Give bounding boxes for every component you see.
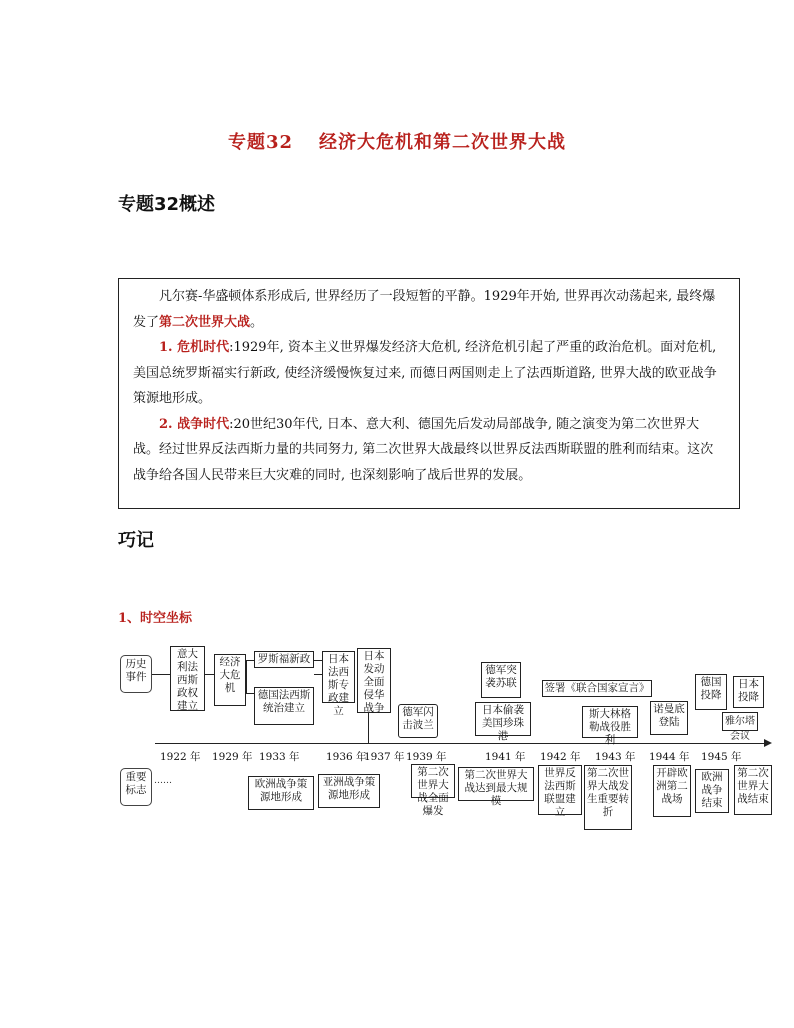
event-soviet-attack: 德军突袭苏联	[481, 662, 521, 698]
timeline-axis	[155, 743, 767, 744]
connector-line	[205, 674, 214, 675]
summary-war: 2. 战争时代:20世纪30年代, 日本、意大利、德国先后发动局部战争, 随之演变为第二次世界大战。经过世界反法西斯力量的共同努力, 第二次世界大战最终以世界反法西斯联盟的胜利而结束。这次战争给各国人民带来巨大灾难的同时, 也深刻影响了战后世界的发展。	[133, 416, 714, 483]
year-label: 1937 年	[364, 751, 405, 763]
title-topic-number: 专题32	[227, 132, 294, 153]
year-label: 1933 年	[259, 751, 300, 763]
event-japan-fascism: 日本法西斯专政建立	[322, 651, 355, 703]
intro-highlight: 第二次世界大战	[159, 314, 251, 330]
signs-label: 重要标志	[120, 768, 152, 806]
connector-line	[246, 693, 254, 694]
event-germany-fascism: 德国法西斯统治建立	[254, 687, 314, 725]
connector-line	[368, 713, 369, 743]
title-topic-name: 经济大危机和第二次世界大战	[319, 132, 567, 153]
war-label: 2. 战争时代	[159, 416, 230, 432]
year-label: 1941 年	[485, 751, 526, 763]
event-japan-invasion: 日本发动全面侵华战争	[357, 648, 391, 713]
event-italy-fascism: 意大利法西斯政权建立	[170, 646, 205, 711]
sign-europe-war-source: 欧洲战争策源地形成	[248, 776, 314, 810]
year-label: 1942 年	[540, 751, 581, 763]
event-japan-surrender: 日本投降	[733, 676, 764, 708]
timeline-arrow-icon	[764, 739, 772, 747]
sign-ww2-max-scale: 第二次世界大战达到最大规模	[458, 767, 534, 801]
event-poland-blitz: 德军闪击波兰	[398, 704, 438, 738]
connector-line	[314, 660, 322, 661]
summary-box	[118, 278, 740, 509]
event-yalta: 雅尔塔会议	[722, 712, 758, 731]
event-un-declaration: 签署《联合国家宣言》	[542, 680, 652, 697]
year-label: 1922 年	[160, 751, 201, 763]
overview-heading: 专题32概述	[118, 194, 216, 215]
connector-line	[314, 674, 322, 675]
year-label: 1944 年	[649, 751, 690, 763]
signs-ellipsis: ……	[154, 776, 172, 786]
events-connector	[152, 674, 170, 675]
year-label: 1943 年	[595, 751, 636, 763]
page-title	[0, 128, 794, 154]
timeline-heading: 1、时空坐标	[118, 611, 193, 626]
summary-intro: 凡尔赛-华盛顿体系形成后, 世界经历了一段短暂的平静。1929年开始, 世界再次动荡起来, 最终爆发了第二次世界大战。	[133, 289, 716, 330]
crisis-label: 1. 危机时代	[159, 340, 230, 355]
memory-heading: 巧记	[118, 530, 154, 551]
connector-line	[246, 660, 254, 661]
summary-crisis: 1. 危机时代:1929年, 资本主义世界爆发经济大危机, 经济危机引起了严重的政治危机。面对危机, 美国总统罗斯福实行新政, 使经济缓慢恢复过来, 而德日两国则走上了法西斯道路, 世界大战的欧亚战争策源地形成。	[133, 340, 717, 406]
connector-line	[246, 660, 247, 693]
sign-alliance-established: 世界反法西斯联盟建立	[538, 765, 582, 815]
year-label: 1945 年	[701, 751, 742, 763]
sign-europe-war-end: 欧洲战争结束	[695, 769, 729, 813]
event-germany-surrender: 德国投降	[695, 674, 727, 710]
event-pearl-harbor: 日本偷袭美国珍珠港	[475, 702, 531, 736]
sign-second-front: 开辟欧洲第二战场	[653, 765, 691, 817]
year-label: 1929 年	[212, 751, 253, 763]
sign-asia-war-source: 亚洲战争策源地形成	[318, 774, 380, 808]
event-economic-crisis: 经济大危机	[214, 654, 246, 706]
sign-turning-point: 第二次世界大战发生重要转折	[584, 765, 632, 830]
sign-ww2-end: 第二次世界大战结束	[734, 765, 772, 815]
sign-ww2-outbreak: 第二次世界大战全面爆发	[411, 764, 455, 798]
event-stalingrad: 斯大林格勒战役胜利	[582, 706, 638, 738]
event-normandy: 诺曼底登陆	[650, 701, 688, 735]
year-label: 1936 年	[326, 751, 367, 763]
events-label: 历史事件	[120, 655, 152, 693]
event-roosevelt-new-deal: 罗斯福新政	[254, 651, 314, 668]
year-label: 1939 年	[406, 751, 447, 763]
